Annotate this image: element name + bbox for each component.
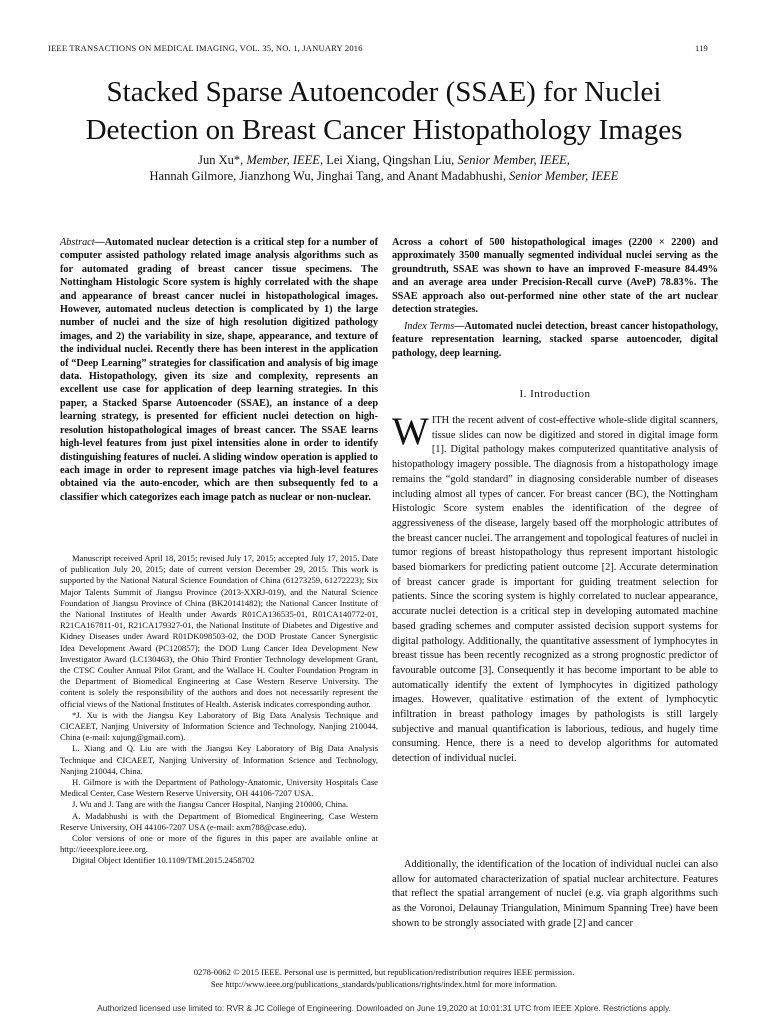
footnote: H. Gilmore is with the Department of Pathology-Anatomic, University Hospitals Case Medical Center, Case Western Reserve University, OH 44106-7207 USA. [60,777,378,799]
copyright-notice [0,966,768,990]
footnote: J. Wu and J. Tang are with the Jiangsu Cancer Hospital, Nanjing 210000, China. [72,799,349,810]
running-header [48,43,708,53]
title-line-1: Stacked Sparse Autoencoder (SSAE) for Nuclei [106,76,662,108]
title-line-2: Detection on Breast Cancer Histopathology Images [85,114,683,146]
intro-text-1: ITH the recent advent of cost-effective whole-slide digital scanners, tissue slides can now be digitized and stored in digital image form [1]. Digital pathology makes computerized quantitative analysis of histopathology imagery possible. The diagnosis from a histopathology image remains the “gold standard” in diagnosing considerable number of diseases including almost all types of cancer. For breast cancer (BC), the Nottingham Histologic Score system enables the identification of the degree of aggressiveness of the disease, largely based off the morphologic attributes of the breast cancer nuclei. The arrangement and topological features of nuclei in tumor regions of breast histopathology thus represent important histologic based biomarkers for predicting patient outcome [2]. Accurate determination of breast cancer grade is important for guiding treatment selection for patients. Since the scoring system is highly correlated to nuclear appearance, accurate nuclei detection is a critical step in developing automated machine based grading schemes and computer assisted decision support systems for digital pathology. Additionally, the quantitative assessment of lymphocytes in breast tissue has been recently recognized as a strong prognostic predictor of favourable outcome [3]. Consequently it has become important to be able to automatically identify the extent of lymphocytes in digitized pathology images. However, qualitative estimation of the extent of lymphocytic infiltration in breast pathology images by pathologists is still largely subjective and manual quantification is laborious, tedious, and hugely time consuming. Hence, there is a need to develop algorithms for automated detection of individual nuclei. [392,415,718,765]
copyright-line-1: 0278-0062 © 2015 IEEE. Personal use is permitted, but republication/redistribution requires IEEE permission. [193,967,575,977]
footnote: A. Madabhushi is with the Department of Biomedical Engineering, Case Western Reserve University, OH 44106-7207 USA (e-mail: axm788@case.edu). [60,810,378,832]
footnote: Manuscript received April 18, 2015; revised July 17, 2015; accepted July 17, 2015. Date of publication July 20, 2015; date of current version December 29, 2015. This work is supported by the National Natural Science Foundation of China (61273259, 61272223); Six Major Talents Summit of Jiangsu Province (2013-XXRJ-019), and the Natural Science Foundation of Jiangsu Province of China (BK20141482); the National Cancer Institute of the National Institutes of Health under Awards R01CA136535-01, R01CA140772-01, R21CA167811-01, R21CA179327-01, the National Institute of Diabetes and Digestive and Kidney Diseases under Award R01DK098503-02, the DOD Prostate Cancer Synergistic Idea Development Award (PC120857); the DOD Lung Cancer Idea Development New Investigator Award (LC130463), the Ohio Third Frontier Technology development Grant, the CTSC Coulter Annual Pilot Grant, and the Wallace H. Coulter Foundation Program in the Department of Biomedical Engineering at Case Western Reserve University. The content is solely the responsibility of the authors and does not necessarily represent the official views of the National Institutes of Health. Asterisk indicates corresponding author. [60,553,378,709]
abstract-text: —Automated nuclear detection is a critical step for a number of computer assisted pathology related image analysis algorithms such as for automated grading of breast cancer tissue specimens. The Nottingham Histologic Score system is highly correlated with the shape and appearance of breast cancer nuclei in histopathological images. However, automated nucleus detection is complicated by 1) the large number of nuclei and the size of high resolution digitized pathology images, and 2) the variability in size, shape, appearance, and texture of the individual nuclei. Recently there has been interest in the application of “Deep Learning” strategies for classification and analysis of big image data. Histopathology, given its size and complexity, represents an excellent use case for application of deep learning strategies. In this paper, a Stacked Sparse Autoencoder (SSAE), an instance of a deep learning strategy, is presented for efficient nuclei detection on high-resolution histopathological images of breast cancer. The SSAE learns high-level features from just pixel intensities alone in order to identify distinguishing features of nuclei. A sliding window operation is applied to each image in order to represent image patches via high-level features obtained via the auto-encoder, which are then subsequently fed to a classifier which categorizes each image patch as nuclear or non-nuclear. [60,237,378,503]
abstract-continued: Across a cohort of 500 histopathological images (2200 × 2200) and approximately 3500 manually segmented individual nuclei serving as the groundtruth, SSAE was shown to have an improved F-measure 84.49% and an average area under Precision-Recall curve (AveP) 78.83%. The SSAE approach also out-performed nine other state of the art nuclear detection strategies. [392,237,718,316]
author-line-2: Hannah Gilmore, Jianzhong Wu, Jinghai Tang, and Anant Madabhushi, Senior Member, IEEE [149,169,619,183]
footnote-doi: Digital Object Identifier 10.1109/TMI.2015.2458702 [72,855,255,866]
author-line-1: Jun Xu*, Member, IEEE, Lei Xiang, Qingshan Liu, Senior Member, IEEE, [198,153,570,167]
page-number: 119 [694,43,708,53]
index-terms [392,320,718,360]
footnote: *J. Xu is with the Jiangsu Key Laboratory of Big Data Analysis Technique and CICAEET, Nanjing University of Information Science and Technology, Nanjing 210044, China (e-mail: xujung@gmail.com). [60,709,378,743]
footnote: Color versions of one or more of the figures in this paper are available online at http://ieeexplore.ieee.org. [60,833,378,855]
paper-title [0,73,768,149]
index-terms-label: Index Terms [404,321,455,332]
intro-paragraph-1 [392,410,718,767]
author-list [0,152,768,184]
drop-cap: W [392,410,429,453]
footnote: L. Xiang and Q. Liu are with the Jiangsu Key Laboratory of Big Data Analysis Technique and CICAEET, Nanjing University of Information Science and Technology, Nanjing 210044, China. [60,743,378,776]
license-notice: Authorized licensed use limited to: RVR & JC College of Engineering. Downloaded on June 19,2020 at 10:01:31 UTC from IEEE Xplore. Restrictions apply. [97,1003,671,1013]
journal-name: IEEE TRANSACTIONS ON MEDICAL IMAGING, VOL. 35, NO. 1, JANUARY 2016 [48,43,363,53]
index-terms-text: —Automated nuclei detection, breast cancer histopathology, feature representation learning, stacked sparse autoencoder, digital pathology, deep learning. [392,321,718,359]
footnotes [60,553,378,867]
intro-paragraph-2: Additionally, the identification of the location of individual nuclei can also allow for automated characterization of spatial nuclear architecture. Features that reflect the spatial arrangement of nuclei (e.g. via graph algorithms such as the Voronoi, Delaunay Triangulation, Minimum Spanning Tree) have been shown to be strongly associated with grade [2] and cancer [392,859,718,929]
abstract-label: Abstract [60,237,95,248]
copyright-line-2: See http://www.ieee.org/publications_standards/publications/rights/index.html for more information. [210,979,558,989]
abstract [60,236,378,504]
section-heading: I. Introduction [519,388,591,400]
